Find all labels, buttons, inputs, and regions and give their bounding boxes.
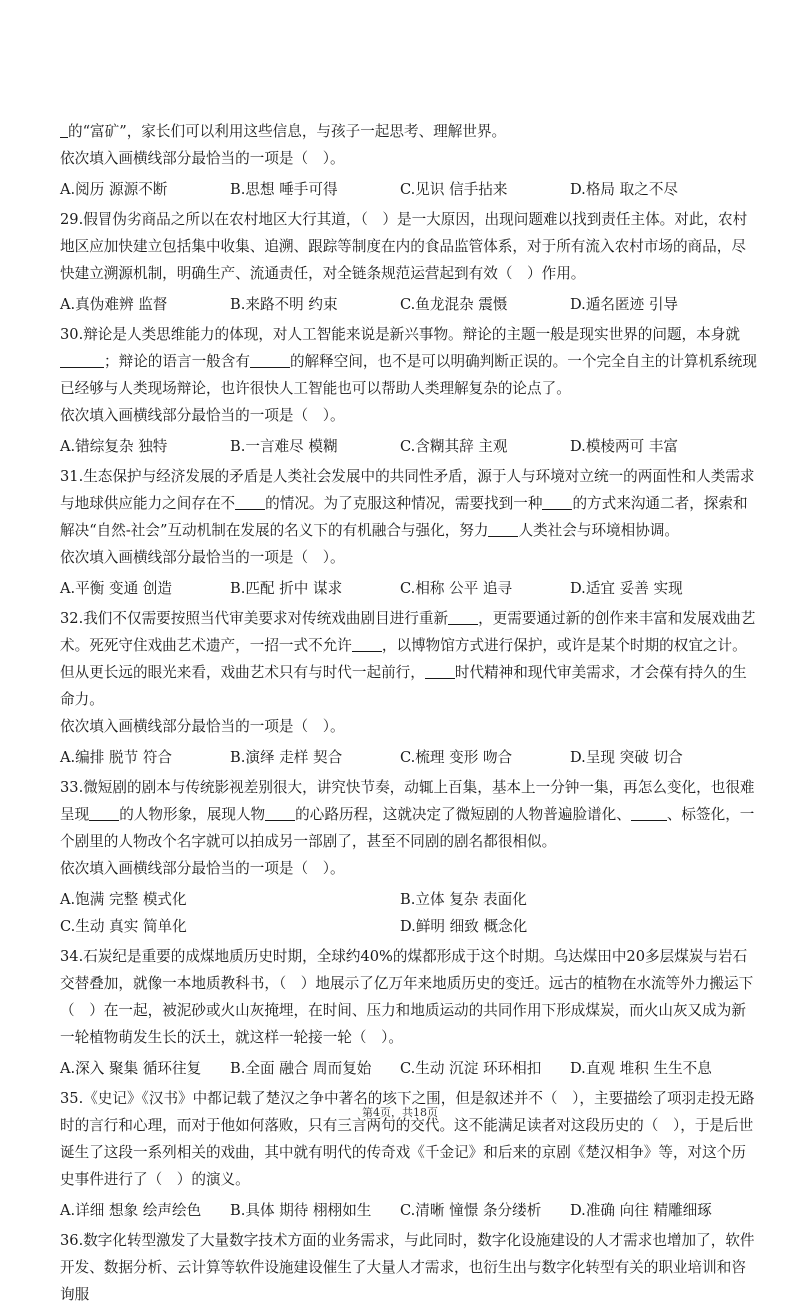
question-text: 29.假冒伪劣商品之所以在农村地区大行其道，（ ）是一大原因，出现问题难以找到责任主体。对此，农村地区应加快建立包括集中收集、追溯、跟踪等制度在内的食品监管体系，对于所有流入农村市场的商品，尽快建立溯源机制，明确生产、流通责任，对全链条规范运营起到有效（ ）作用。 — [60, 211, 748, 282]
option-a[interactable]: A.详细 想象 绘声绘色 — [60, 1202, 202, 1219]
fill-blank — [448, 609, 478, 625]
options-row — [60, 1055, 758, 1082]
option-b[interactable]: B.具体 期待 栩栩如生 — [230, 1202, 372, 1219]
question-33 — [60, 774, 758, 940]
option-c[interactable]: C.清晰 憧憬 条分缕析 — [400, 1202, 542, 1219]
options-grid — [60, 886, 758, 940]
option-a[interactable]: A.饱满 完整 模式化 — [60, 891, 187, 908]
question-28-tail — [60, 118, 758, 203]
fill-blank — [542, 494, 572, 510]
question-text: 33.微短剧的剧本与传统影视差别很大，讲究快节奏，动辄上百集，基本上一分钟一集，再怎么变化，也很难呈现 的人物形象，展现人物 的心路历程，这就决定了微短剧的人物普遍脸谱化、 、标签化，一个剧里的人物改个名字就可以拍成另一部剧了，甚至不同剧的剧名都很相似。 — [60, 779, 755, 850]
options-row — [60, 575, 758, 602]
option-d[interactable]: D.遁名匿迹 引导 — [570, 296, 679, 313]
option-c[interactable]: C.生动 沉淀 环环相扣 — [400, 1060, 542, 1077]
question-29 — [60, 206, 758, 318]
option-b[interactable]: B.全面 融合 周而复始 — [230, 1060, 372, 1077]
option-d[interactable]: D.呈现 突破 切合 — [570, 749, 683, 766]
option-b[interactable]: B.思想 唾手可得 — [230, 181, 338, 198]
option-c[interactable]: C.相称 公平 追寻 — [400, 580, 513, 597]
question-text: 31.生态保护与经济发展的矛盾是人类社会发展中的共同性矛盾，源于人与环境对立统一的两面性和人类需求与地球供应能力之间存在不 的情况。为了克服这种情况，需要找到一种 的方式来沟通二者，探索和解决“自然-社会”互动机制在发展的名义下的有机融合与强化，努力 人类社会与环境相协调。 — [60, 468, 755, 539]
question-32 — [60, 605, 758, 771]
option-d[interactable]: D.格局 取之不尽 — [570, 181, 679, 198]
question-31 — [60, 463, 758, 602]
option-d[interactable]: D.适宜 妥善 实现 — [570, 580, 683, 597]
option-d[interactable]: D.鲜明 细致 概念化 — [400, 918, 528, 935]
options-row — [60, 291, 758, 318]
option-d[interactable]: D.模棱两可 丰富 — [570, 438, 679, 455]
fill-blank — [60, 352, 104, 368]
option-a[interactable]: A.平衡 变通 创造 — [60, 580, 173, 597]
option-c[interactable]: C.见识 信手拈来 — [400, 181, 508, 198]
option-b[interactable]: B.来路不明 约束 — [230, 296, 338, 313]
option-a[interactable]: A.编排 脱节 符合 — [60, 749, 173, 766]
option-c[interactable]: C.鱼龙混杂 震慑 — [400, 296, 508, 313]
option-c[interactable]: C.生动 真实 简单化 — [60, 918, 187, 935]
question-text: 35.《史记》《汉书》中都记载了楚汉之争中著名的垓下之围，但是叙述并不（ ），主要描绘了项羽走投无路时的言行和心理，而对于他如何落败，只有三言两句的交代。这不能满足读者对这段历史的（ ），于是后世诞生了这段一系列相关的戏曲，其中就有明代的传奇戏《千金记》和后来的京剧《楚汉相争》等，对这个历史事件进行了（ ）的演义。 — [60, 1090, 755, 1188]
fill-blank — [60, 122, 68, 138]
options-row — [60, 433, 758, 460]
option-a[interactable]: A.错综复杂 独特 — [60, 438, 168, 455]
question-prompt: 依次填入画横线部分最恰当的一项是（ ）。 — [60, 549, 345, 566]
fill-blank — [631, 805, 667, 821]
option-d[interactable]: D.直观 堆积 生生不息 — [570, 1060, 712, 1077]
option-b[interactable]: B.一言难尽 模糊 — [230, 438, 338, 455]
option-b[interactable]: B.立体 复杂 表面化 — [400, 891, 527, 908]
question-prompt: 依次填入画横线部分最恰当的一项是（ ）。 — [60, 150, 345, 167]
fill-blank — [250, 352, 290, 368]
option-a[interactable]: A.阅历 源源不断 — [60, 181, 168, 198]
fill-blank — [265, 805, 295, 821]
question-prompt: 依次填入画横线部分最恰当的一项是（ ）。 — [60, 718, 345, 735]
option-a[interactable]: A.深入 聚集 循环往复 — [60, 1060, 202, 1077]
question-text: 的“富矿”，家长们可以利用这些信息，与孩子一起思考、理解世界。 — [60, 118, 758, 145]
option-a[interactable]: A.真伪难辨 监督 — [60, 296, 168, 313]
fill-blank — [425, 663, 455, 679]
question-30 — [60, 321, 758, 460]
question-prompt: 依次填入画横线部分最恰当的一项是（ ）。 — [60, 407, 345, 424]
fill-blank — [352, 636, 382, 652]
option-c[interactable]: C.含糊其辞 主观 — [400, 438, 508, 455]
question-36 — [60, 1227, 758, 1308]
fill-blank — [89, 805, 119, 821]
question-prompt: 依次填入画横线部分最恰当的一项是（ ）。 — [60, 860, 345, 877]
option-b[interactable]: B.匹配 折中 谋求 — [230, 580, 343, 597]
option-b[interactable]: B.演绎 走样 契合 — [230, 749, 343, 766]
question-text: 32.我们不仅需要按照当代审美要求对传统戏曲剧目进行重新 ，更需要通过新的创作来丰富和发展戏曲艺术。死死守住戏曲艺术遗产，一招一式不允许 ，以博物馆方式进行保护，或许是某个时期的权宜之计。但从更长远的眼光来看，戏曲艺术只有与时代一起前行， 时代精神和现代审美需求，才会葆有持久的生命力。 — [60, 610, 756, 708]
option-c[interactable]: C.梳理 变形 吻合 — [400, 749, 513, 766]
options-row — [60, 1197, 758, 1224]
question-text: 30.辩论是人类思维能力的体现，对人工智能来说是新兴事物。辩论的主题一般是现实世界的问题，本身就；辩论的语言一般含有 的解释空间，也不是可以明确判断正误的。一个完全自主的计算机系统现已经够与人类现场辩论，也许很快人工智能也可以帮助人类理解复杂的论点了。 — [60, 326, 757, 397]
question-text: 36.数字化转型激发了大量数字技术方面的业务需求，与此同时，数字化设施建设的人才需求也增加了，软件开发、数据分析、云计算等软件设施建设催生了大量人才需求，也衍生出与数字化转型有关的职业培训和咨询服 — [60, 1232, 755, 1303]
question-34 — [60, 943, 758, 1082]
option-d[interactable]: D.准确 向往 精雕细琢 — [570, 1202, 712, 1219]
fill-blank — [488, 521, 518, 537]
options-row — [60, 176, 758, 203]
options-row — [60, 744, 758, 771]
page-number: 第4页，共18页 — [362, 1106, 438, 1119]
fill-blank — [235, 494, 265, 510]
question-text: 34.石炭纪是重要的成煤地质历史时期，全球约40%的煤都形成于这个时期。乌达煤田中20多层煤炭与岩石交替叠加，就像一本地质教科书，（ ）地展示了亿万年来地质历史的变迁。远古的植物在水流等外力搬运下（ ）在一起，被泥砂或火山灰掩埋，在时间、压力和地质运动的共同作用下形成煤炭，而火山灰又成为新一轮植物萌发生长的沃土，就这样一轮接一轮（ ）。 — [60, 948, 754, 1046]
